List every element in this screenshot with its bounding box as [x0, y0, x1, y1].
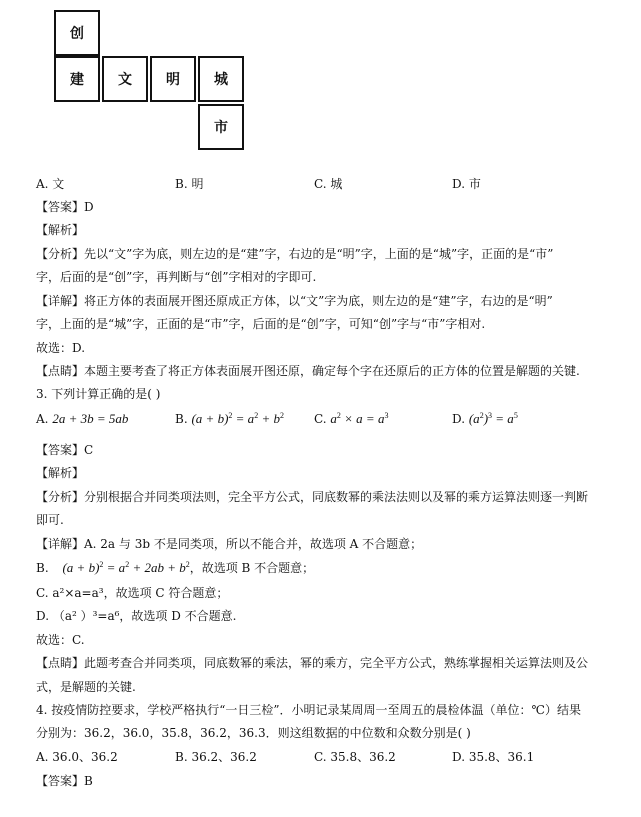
q4-option-d: D. 35.8、36.1 [452, 750, 535, 764]
q3-xiangjie-b-exp: 2 [99, 560, 104, 569]
net-cell-row-1: 建 [54, 56, 100, 102]
q3-xiangjie-b-lhs: (a + b) [62, 560, 100, 575]
q3-option-d-rhs: = a [495, 411, 514, 426]
q3-xiangjie-b-rhs: = a [106, 560, 126, 575]
q3-option-c-label: C. [314, 412, 327, 426]
q4-stem-1: 4. 按疫情防控要求，学校严格执行“一日三检”．小明记录某周周一至周五的晨检体温（单位：℃）结果 [36, 703, 581, 717]
q3-option-a [36, 411, 128, 427]
q3-option-b-exp-a: 2 [254, 411, 259, 420]
q2-option-a: A. 文 [36, 177, 65, 191]
q3-option-d-exp: 2 [479, 411, 484, 420]
q3-dianjing-1: 【点睛】此题考查合并同类项，同底数幂的乘法，幂的乘方，完全平方公式，熟练掌握相关运算法则及公 [36, 656, 589, 670]
q2-jiexi: 【解析】 [36, 223, 85, 237]
q2-xiangjie-2: 字，上面的是“城”字，正面的是“市”字，后面的是“创”字，可知“创”字与“市”字相对. [36, 317, 486, 331]
q2-fenxi-2: 字，后面的是“创”字，再判断与“创”字相对的字即可. [36, 270, 317, 284]
q3-xiangjie-1: 【详解】A. 2a 与 3b 不是同类项，所以不能合并，故选项 A 不合题意； [36, 537, 423, 551]
q3-option-c [314, 411, 388, 427]
q3-option-d-lhs: (a [468, 411, 480, 426]
q3-xiangjie-b-exp-b: 2 [185, 560, 190, 569]
q3-xiangjie-c: C. a²×a=a³，故选项 C 符合题意； [36, 586, 229, 600]
q3-option-d-label: D. [452, 412, 466, 426]
q3-stem: 3. 下列计算正确的是( ) [36, 387, 161, 401]
q3-xiangjie-b-rhs2: + 2ab + b [132, 560, 186, 575]
q2-xiangjie-1: 【详解】将正方体的表面展开图还原成正方体，以“文”字为底，则左边的是“建”字，右边的是“明” [36, 294, 553, 308]
q2-dianjing: 【点睛】本题主要考查了将正方体表面展开图还原，确定每个字在还原后的正方体的位置是解题的关键. [36, 364, 580, 378]
q3-guxuan: 故选：C. [36, 633, 85, 647]
q3-fenxi-1: 【分析】分别根据合并同类项法则，完全平方公式，同底数幂的乘法法则以及幂的乘方运算法则逐一判断 [36, 490, 589, 504]
q2-fenxi-1: 【分析】先以“文”字为底，则左边的是“建”字，右边的是“明”字，上面的是“城”字，正面的是“市” [36, 247, 554, 261]
q3-option-d-exp-r: 5 [513, 411, 518, 420]
q3-option-d: D. $(a^2)^3 = a^5$ [452, 411, 518, 426]
q3-xiangjie-d: D. （a² ）³=a⁶，故选项 D 不合题意. [36, 609, 237, 623]
q3-answer: 【答案】C [36, 443, 94, 457]
q3-xiangjie-b [36, 559, 314, 576]
q4-stem-2: 分别为：36.2，36.0，35.8，36.2，36.3．则这组数据的中位数和众数分别是( ) [36, 726, 471, 740]
q3-option-d-exp-outer: 3 [488, 411, 493, 420]
q3-option-b-label: B. [175, 412, 188, 426]
q3-option-b [175, 411, 284, 427]
q4-answer: 【答案】B [36, 774, 93, 788]
q2-option-c: C. 城 [314, 177, 343, 191]
q3-option-c-exp-r: 3 [384, 411, 389, 420]
net-cell-row-3: 明 [150, 56, 196, 102]
q2-option-b: B. 明 [175, 177, 204, 191]
q3-xiangjie-b-label: B. [36, 561, 49, 575]
q3-option-b-lhs: (a + b) [191, 411, 229, 426]
net-cell-row-2: 文 [102, 56, 148, 102]
q3-option-b-rhs: = a [235, 411, 255, 426]
q2-guxuan: 故选：D. [36, 341, 86, 355]
q3-xiangjie-b-exp-a: 2 [125, 560, 130, 569]
q3-jiexi: 【解析】 [36, 466, 85, 480]
q2-option-d: D. 市 [452, 177, 481, 191]
q3-fenxi-2: 即可. [36, 513, 64, 527]
q3-option-c-lhs: a [330, 411, 337, 426]
q3-xiangjie-b-tail: ，故选项 B 不合题意； [189, 561, 315, 575]
q3-dianjing-2: 式，是解题的关键. [36, 680, 136, 694]
net-cell-row-4: 城 [198, 56, 244, 102]
q3-option-c-exp: 2 [336, 411, 341, 420]
q3-option-c-rhs: × a = a [344, 411, 385, 426]
q4-option-a: A. 36.0、36.2 [36, 750, 118, 764]
q4-option-c: C. 35.8、36.2 [314, 750, 396, 764]
q3-option-b-exp-b: 2 [279, 411, 284, 420]
net-cell-bottom: 市 [198, 104, 244, 150]
net-cell-top: 创 [54, 10, 100, 56]
q3-option-b-exp: 2 [228, 411, 233, 420]
q3-option-a-label: A. [36, 412, 49, 426]
q3-option-b-rhs2: + b [261, 411, 280, 426]
q3-option-a-math: 2a + 3b = 5ab [52, 411, 129, 426]
q2-answer: 【答案】D [36, 200, 94, 214]
q4-option-b: B. 36.2、36.2 [175, 750, 257, 764]
